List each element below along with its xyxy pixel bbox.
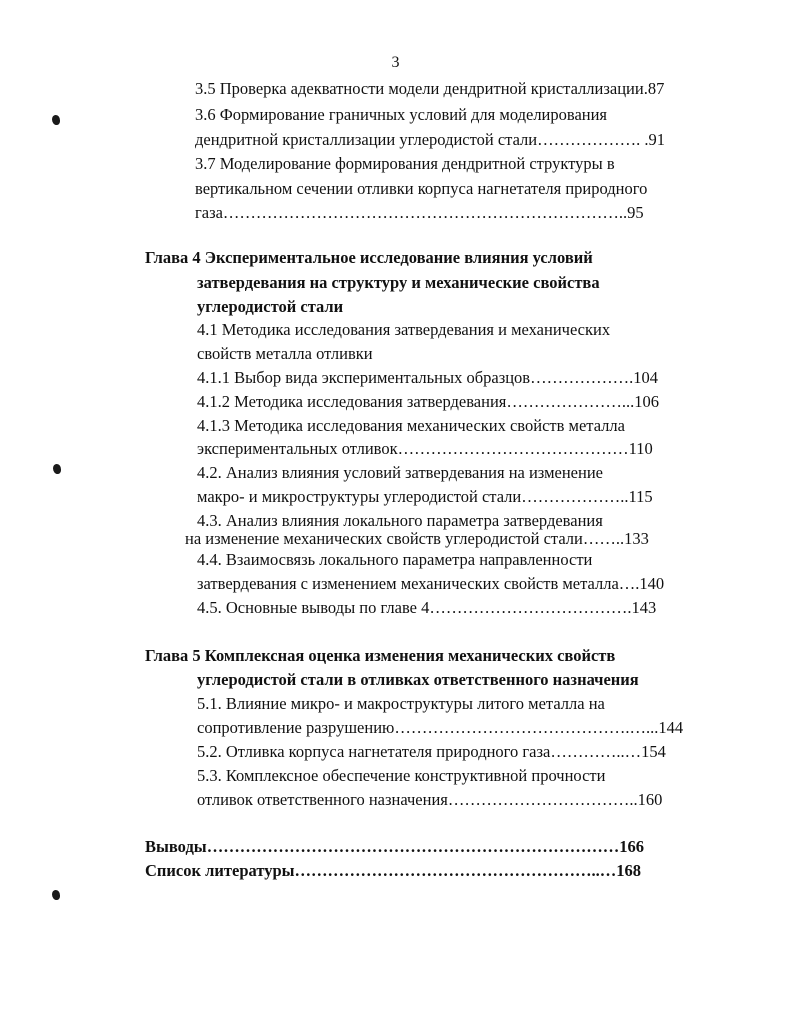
toc-entry-4-4-line2: затвердевания с изменением механических свойств металла….140 — [197, 574, 665, 593]
toc-references: Список литературы………………………………………………..…168 — [145, 861, 642, 880]
toc-entry-3-7-line1: 3.7 Моделирование формирования дендритной структуры в — [195, 154, 615, 173]
toc-entry-5-2: 5.2. Отливка корпуса нагнетателя природного газа…………..…154 — [197, 742, 666, 761]
toc-entry-5-1-line2: сопротивление разрушению…………………………………….…...144 — [197, 718, 684, 737]
toc-entry-4-4-line1: 4.4. Взаимосвязь локального параметра направленности — [197, 550, 593, 569]
toc-entry-4-1-1: 4.1.1 Выбор вида экспериментальных образцов……………….104 — [197, 368, 658, 387]
toc-entry-5-3-line2: отливок ответственного назначения……………………………..160 — [197, 790, 663, 809]
chapter-5-title-line2: углеродистой стали в отливках ответственного назначения — [197, 670, 639, 689]
toc-entry-5-1-line1: 5.1. Влияние микро- и макроструктуры литого металла на — [197, 694, 605, 713]
scan-mark — [53, 464, 61, 474]
toc-entry-4-1-3-line1: 4.1.3 Методика исследования механических свойств металла — [197, 416, 625, 435]
toc-entry-4-1-2: 4.1.2 Методика исследования затвердевания…………………...106 — [197, 392, 660, 411]
chapter-4-title-line2: затвердевания на структуру и механические свойства — [197, 273, 600, 292]
toc-entry-3-6-line2: дендритной кристаллизации углеродистой стали………………. .91 — [195, 130, 665, 149]
toc-entry-4-5: 4.5. Основные выводы по главе 4……………………………….143 — [197, 598, 657, 617]
toc-entry-3-7-line3: газа………………………………………………………………..95 — [195, 203, 644, 222]
toc-entry-4-1-3-line2: экспериментальных отливок……………………………………110 — [197, 439, 653, 458]
chapter-5-title-line1: Глава 5 Комплексная оценка изменения механических свойств — [145, 646, 616, 665]
toc-entry-4-1-line1: 4.1 Методика исследования затвердевания и механических — [197, 320, 611, 339]
toc-entry-3-7-line2: вертикальном сечении отливки корпуса нагнетателя природного — [195, 179, 648, 198]
toc-entry-4-2-line2: макро- и микроструктуры углеродистой стали………………..115 — [197, 487, 653, 506]
toc-entry-4-3-line1: 4.3. Анализ влияния локального параметра затвердевания — [197, 511, 603, 530]
page-number: 3 — [391, 54, 400, 71]
chapter-4-title-line1: Глава 4 Экспериментальное исследование влияния условий — [145, 248, 593, 267]
toc-entry-5-3-line1: 5.3. Комплексное обеспечение конструктивной прочности — [197, 766, 606, 785]
toc-entry-4-2-line1: 4.2. Анализ влияния условий затвердевания на изменение — [197, 463, 603, 482]
toc-entry-3-5: 3.5 Проверка адекватности модели дендритной кристаллизации.87 — [195, 79, 665, 98]
toc-conclusions: Выводы…………………………………………………………………166 — [145, 837, 644, 856]
scan-mark — [52, 890, 60, 900]
scan-mark — [52, 115, 60, 125]
toc-entry-3-6-line1: 3.6 Формирование граничных условий для моделирования — [195, 105, 608, 124]
toc-entry-4-1-line2: свойств металла отливки — [197, 344, 373, 363]
chapter-4-title-line3: углеродистой стали — [197, 297, 344, 316]
toc-entry-4-3-line2: на изменение механических свойств углеродистой стали……..133 — [185, 529, 649, 548]
